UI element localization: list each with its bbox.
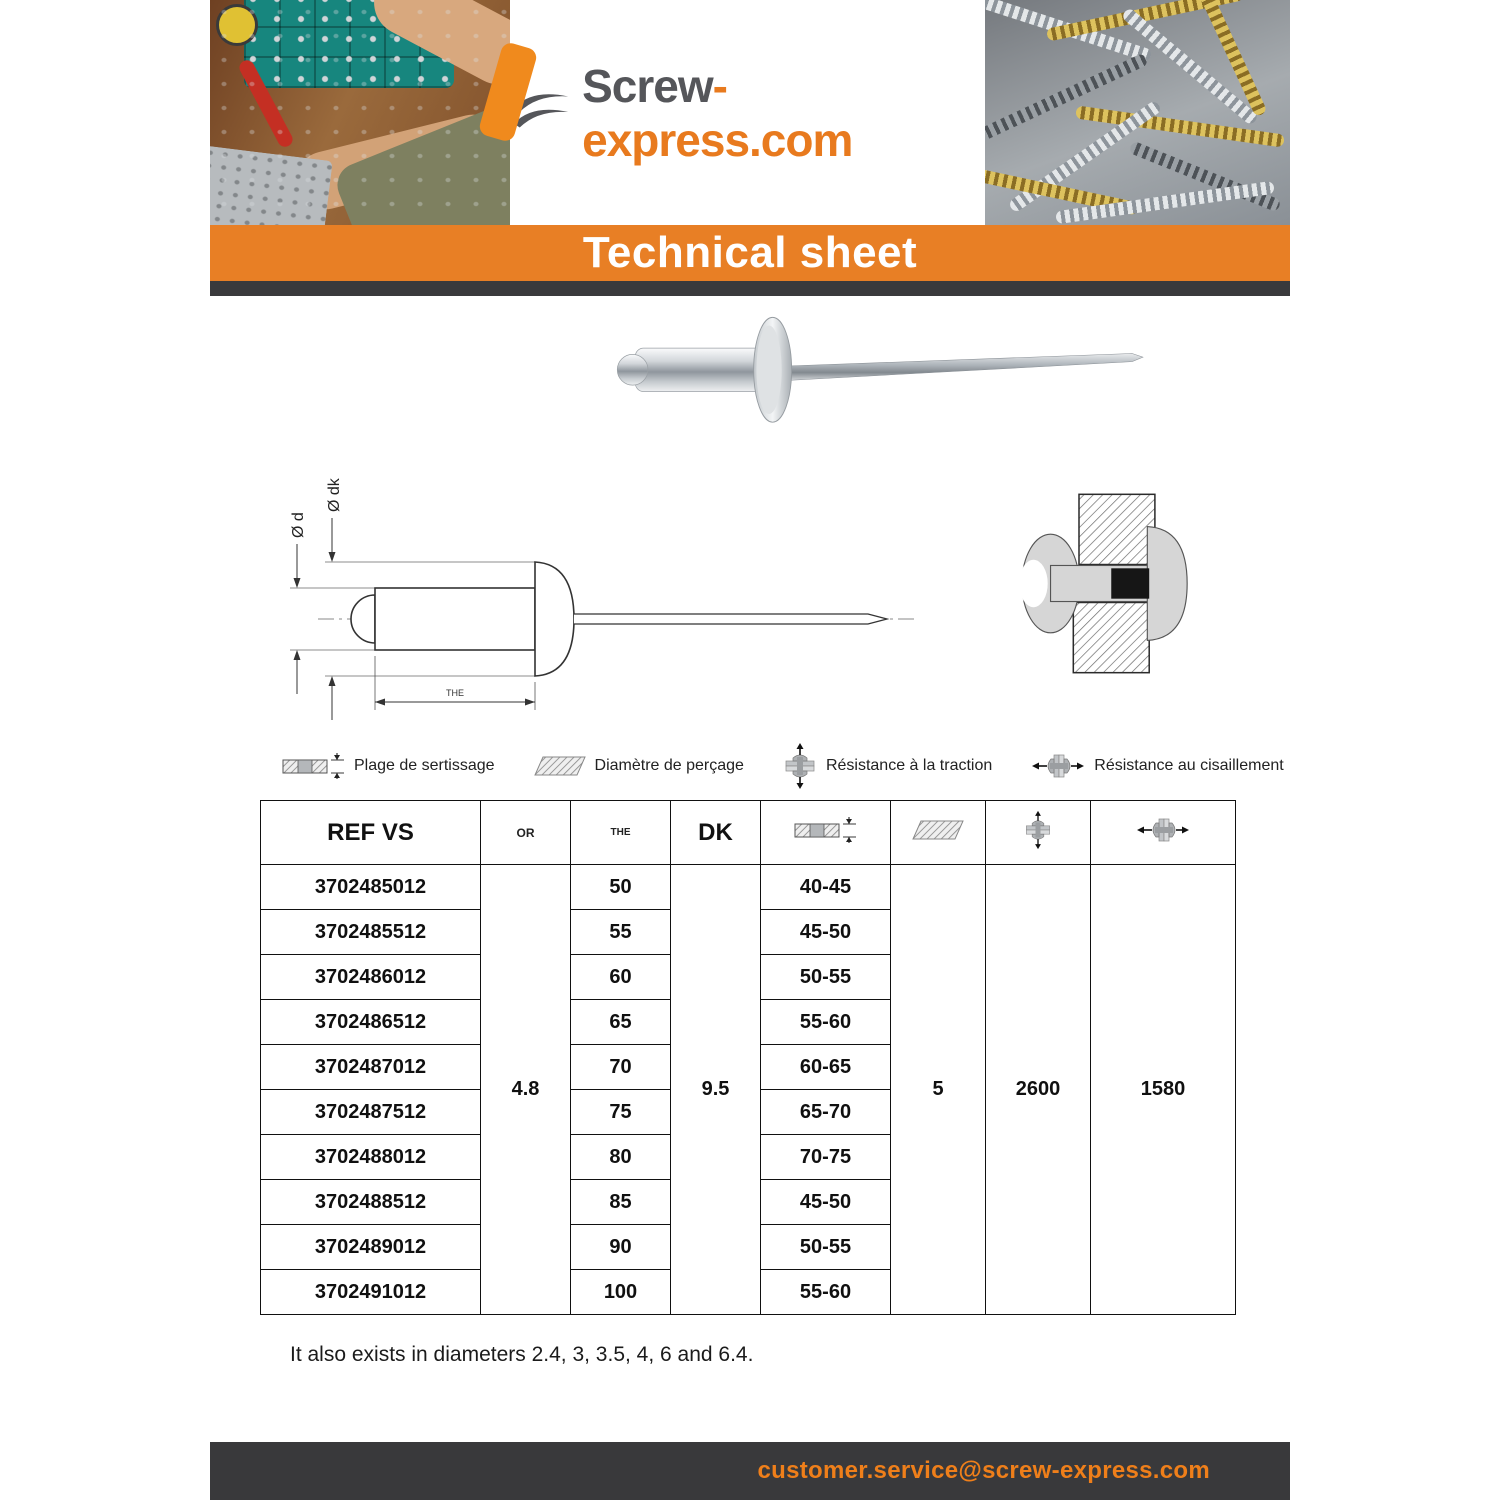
header-tensile-resistance [986, 801, 1091, 865]
crimp-cell: 50-55 [761, 1225, 891, 1270]
the-cell: 70 [571, 1045, 671, 1090]
logo-text-orange: -express.com [582, 59, 853, 166]
legend-label: Résistance au cisaillement [1094, 757, 1284, 774]
hand [290, 108, 508, 215]
legend-item-tensile [782, 743, 992, 789]
table-header-row [261, 801, 1236, 865]
technical-sheet-page [210, 0, 1290, 1500]
legend-label: Résistance à la traction [825, 757, 993, 774]
masthead [210, 0, 1290, 225]
rivet-technical-drawing [270, 464, 930, 734]
logo [510, 0, 985, 225]
dk-merged-cell: 9.5 [671, 865, 761, 1315]
or-merged-cell: 4.8 [481, 865, 571, 1315]
drill-merged-cell: 5 [891, 865, 986, 1315]
banner-title: Technical sheet [210, 225, 1290, 281]
dim-dk-label: Ø dk [326, 478, 343, 512]
rivet-product-photo [210, 296, 1290, 464]
ref-cell: 3702488012 [261, 1135, 481, 1180]
legend-label: Plage de sertissage [354, 757, 495, 774]
drawing-row [210, 464, 1290, 742]
crimp-cell: 40-45 [761, 865, 891, 910]
dim-d-label: Ø d [290, 512, 307, 538]
legend-item-drill [533, 755, 744, 777]
the-cell: 50 [571, 865, 671, 910]
crimp-cell: 45-50 [761, 1180, 891, 1225]
the-cell: 65 [571, 1000, 671, 1045]
workbench-photo [210, 0, 510, 225]
table-row [261, 865, 1236, 910]
footer-email-link[interactable]: customer.service@screw-express.com [757, 1457, 1210, 1484]
ref-cell: 3702488512 [261, 1180, 481, 1225]
ref-cell: 3702485512 [261, 910, 481, 955]
legend-item-shear [1030, 753, 1283, 779]
legend [210, 742, 1290, 790]
logo-text [582, 59, 985, 167]
ref-cell: 3702491012 [261, 1270, 481, 1315]
ref-cell: 3702486012 [261, 955, 481, 1000]
logo-text-gray: Screw [582, 59, 713, 112]
the-cell: 80 [571, 1135, 671, 1180]
legend-label: Diamètre de perçage [594, 757, 744, 774]
tensile-resistance-icon [782, 743, 818, 789]
header-crimp-range [761, 801, 891, 865]
shear-resistance-icon [1030, 753, 1086, 779]
header-shear-resistance [1091, 801, 1236, 865]
header-the: THE [571, 801, 671, 865]
crimp-cell: 65-70 [761, 1090, 891, 1135]
the-cell: 60 [571, 955, 671, 1000]
drill-diameter-icon [533, 755, 587, 777]
crimp-cell: 60-65 [761, 1045, 891, 1090]
the-cell: 55 [571, 910, 671, 955]
ref-cell: 3702486512 [261, 1000, 481, 1045]
ref-cell: 3702487012 [261, 1045, 481, 1090]
ref-cell: 3702485012 [261, 865, 481, 910]
the-cell: 75 [571, 1090, 671, 1135]
header-drill-diameter [891, 801, 986, 865]
the-cell: 90 [571, 1225, 671, 1270]
crimp-cell: 50-55 [761, 955, 891, 1000]
organizer-box [244, 0, 454, 88]
tape-measure [216, 4, 258, 46]
tensile-merged-cell: 2600 [986, 865, 1091, 1315]
tensile-resistance-icon [1023, 810, 1053, 850]
crimp-cell: 45-50 [761, 910, 891, 955]
banner-divider [210, 281, 1290, 296]
dim-the-label: THE [446, 688, 464, 698]
blind-rivet-image [592, 302, 1152, 452]
footer-bar [210, 1442, 1290, 1500]
screwdriver [237, 58, 295, 150]
installed-rivet-cross-section [1005, 486, 1190, 681]
spec-table [260, 800, 1236, 1315]
parts-tray [210, 145, 333, 225]
crimp-cell: 55-60 [761, 1000, 891, 1045]
shear-resistance-icon [1135, 817, 1191, 843]
legend-item-crimp [282, 753, 495, 779]
diameters-note: It also exists in diameters 2.4, 3, 3.5, 4, 6 and 6.4. [290, 1343, 754, 1366]
header-dk: DK [671, 801, 761, 865]
the-cell: 100 [571, 1270, 671, 1315]
hand [362, 0, 510, 96]
screw-pile-photo [985, 0, 1290, 225]
shear-merged-cell: 1580 [1091, 865, 1236, 1315]
crimp-cell: 70-75 [761, 1135, 891, 1180]
ref-cell: 3702487512 [261, 1090, 481, 1135]
drill-diameter-icon [911, 819, 965, 841]
crimp-cell: 55-60 [761, 1270, 891, 1315]
the-cell: 85 [571, 1180, 671, 1225]
crimp-range-icon [794, 817, 858, 843]
crimp-range-icon [282, 753, 346, 779]
header-or: OR [481, 801, 571, 865]
header-ref-vs: REF VS [261, 801, 481, 865]
ref-cell: 3702489012 [261, 1225, 481, 1270]
